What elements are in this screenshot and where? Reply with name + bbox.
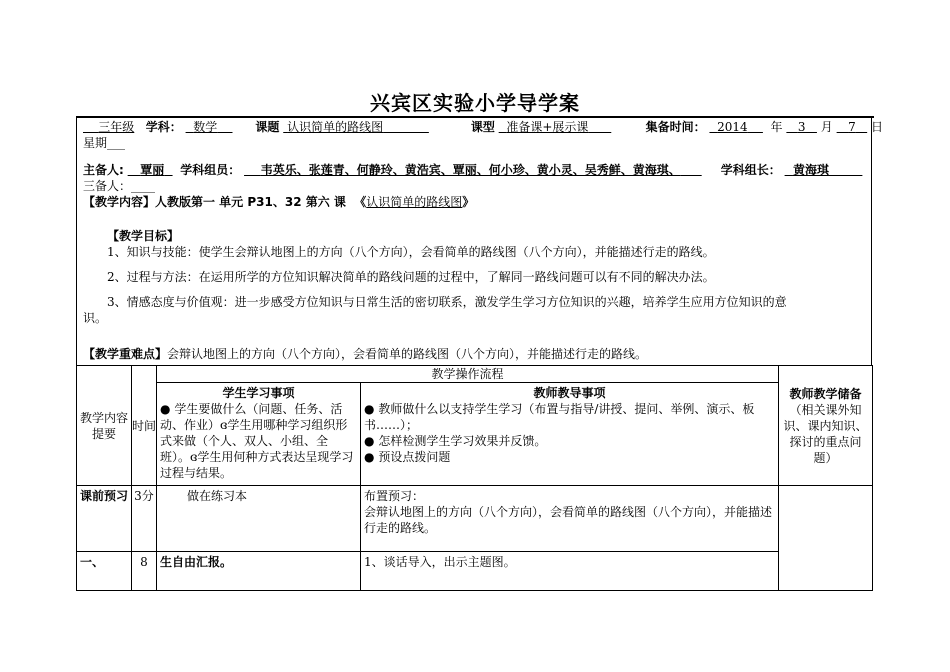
teacher-header: 教师教导事项: [533, 386, 606, 400]
day-value: 7: [848, 120, 856, 134]
row-content: 【教学内容】人教版第一 单元 P31、32 第六 课 《认识简单的路线图》: [83, 195, 475, 209]
goal-1: 1、知识与技能：使学生会辩认地图上的方向（八个方向），会看简单的路线图（八个方向），并能描述行走的路线。: [107, 245, 715, 259]
date-label: 集备时间：: [645, 120, 706, 134]
row-teacher: 1、谈话导入，出示主题图。: [361, 552, 779, 591]
row-reserve: [779, 486, 873, 591]
row-third: 三备人：____: [83, 179, 156, 193]
reserve-title: 教师教学储备: [789, 386, 862, 401]
row-lead-members: [83, 162, 862, 178]
members-label: 学科组员：: [180, 163, 241, 177]
student-desc: ● 学生要做什么（问题、任务、活动、作业）ɞ学生用哪种学习组织形式来做（个人、双人、小组、全班）。ɞ学生用何种方式表达呈现学习过程与结果。: [160, 402, 354, 480]
bullet-icon: ●: [364, 434, 375, 448]
month-value: 3: [797, 120, 806, 134]
row-time: 8: [132, 552, 157, 591]
head-value: 黄海琪: [792, 163, 829, 177]
row-grade-subject: [83, 119, 883, 135]
grade-value: 三年级: [98, 120, 135, 134]
type-value: 准备课+展示课: [506, 120, 589, 134]
row-time: 3分: [132, 486, 157, 552]
year-value: 2014: [717, 120, 748, 134]
goal-2: 2、过程与方法：在运用所学的方位知识解决简单的路线问题的过程中，了解同一路线问题可以有不同的解决办法。: [107, 270, 715, 284]
type-label: 课型: [470, 120, 495, 134]
subject-label: 学科：: [145, 120, 182, 134]
row-weekday: 星期___: [83, 136, 126, 150]
row-outline: 课前预习: [77, 486, 132, 552]
col-reserve-header: [779, 366, 873, 486]
table-row: [77, 486, 873, 552]
col-time-header: 时间: [132, 366, 157, 486]
teacher-bullet-2: ● 怎样检测学生学习效果并反馈。: [364, 434, 547, 448]
header-info-block: [76, 116, 883, 365]
row-outline: 一、: [77, 552, 132, 591]
lead-value: 覃丽: [140, 163, 165, 177]
topic-value: 认识简单的路线图: [287, 120, 384, 134]
month-unit: 月: [820, 120, 833, 134]
members-value: 韦英乐、张莲青、何静玲、黄浩宾、覃丽、何小珍、黄小灵、吴秀鲜、黄海琪、: [260, 163, 681, 177]
reserve-desc: （相关课外知识、课内知识、探讨的重点问题）: [783, 402, 868, 465]
keypoints-row: 【教学重难点】会辩认地图上的方向（八个方向），会看简单的路线图（八个方向），并能描述行走的路线。: [83, 347, 648, 361]
content-link[interactable]: 认识简单的路线图: [366, 195, 463, 209]
goal-3b: 识。: [83, 311, 108, 325]
row-student: 做在练习本: [157, 486, 361, 552]
lesson-flow-table: [76, 365, 873, 591]
bullet-icon: ●: [364, 402, 375, 416]
head-label: 学科组长：: [720, 163, 781, 177]
lead-label: 主备人:: [83, 163, 124, 177]
day-unit: 日: [870, 120, 883, 134]
bullet-icon: ●: [364, 450, 375, 464]
flow-header: 教学操作流程: [157, 366, 779, 383]
table-row: [77, 552, 873, 591]
topic-label: 课题: [255, 120, 280, 134]
student-header-cell: [157, 383, 361, 486]
teacher-bullet-1: ● 教师做什么以支持学生学习（布置与指导/讲授、提问、举例、演示、板书……）；: [364, 402, 755, 432]
page-title: 兴宾区实验小学导学案: [370, 91, 580, 115]
teacher-header-cell: [361, 383, 779, 486]
col-outline-header: 教学内容提要: [77, 366, 132, 486]
row-student: 生自由汇报。: [157, 552, 361, 591]
subject-value: 数学: [193, 120, 218, 134]
year-unit: 年: [770, 120, 783, 134]
bullet-icon: ●: [160, 402, 171, 416]
student-header: 学生学习事项: [222, 386, 295, 400]
goal-3a: 3、情感态度与价值观：进一步感受方位知识与日常生活的密切联系，激发学生学习方位知识的兴趣，培养学生应用方位知识的意: [107, 295, 787, 309]
teacher-bullet-3: ● 预设点拨问题: [364, 450, 451, 464]
row-teacher: 布置预习： 会辩认地图上的方向（八个方向），会看简单的路线图（八个方向），并能描述行走的路线。: [361, 486, 779, 552]
goals-header: 【教学目标】: [107, 229, 180, 243]
